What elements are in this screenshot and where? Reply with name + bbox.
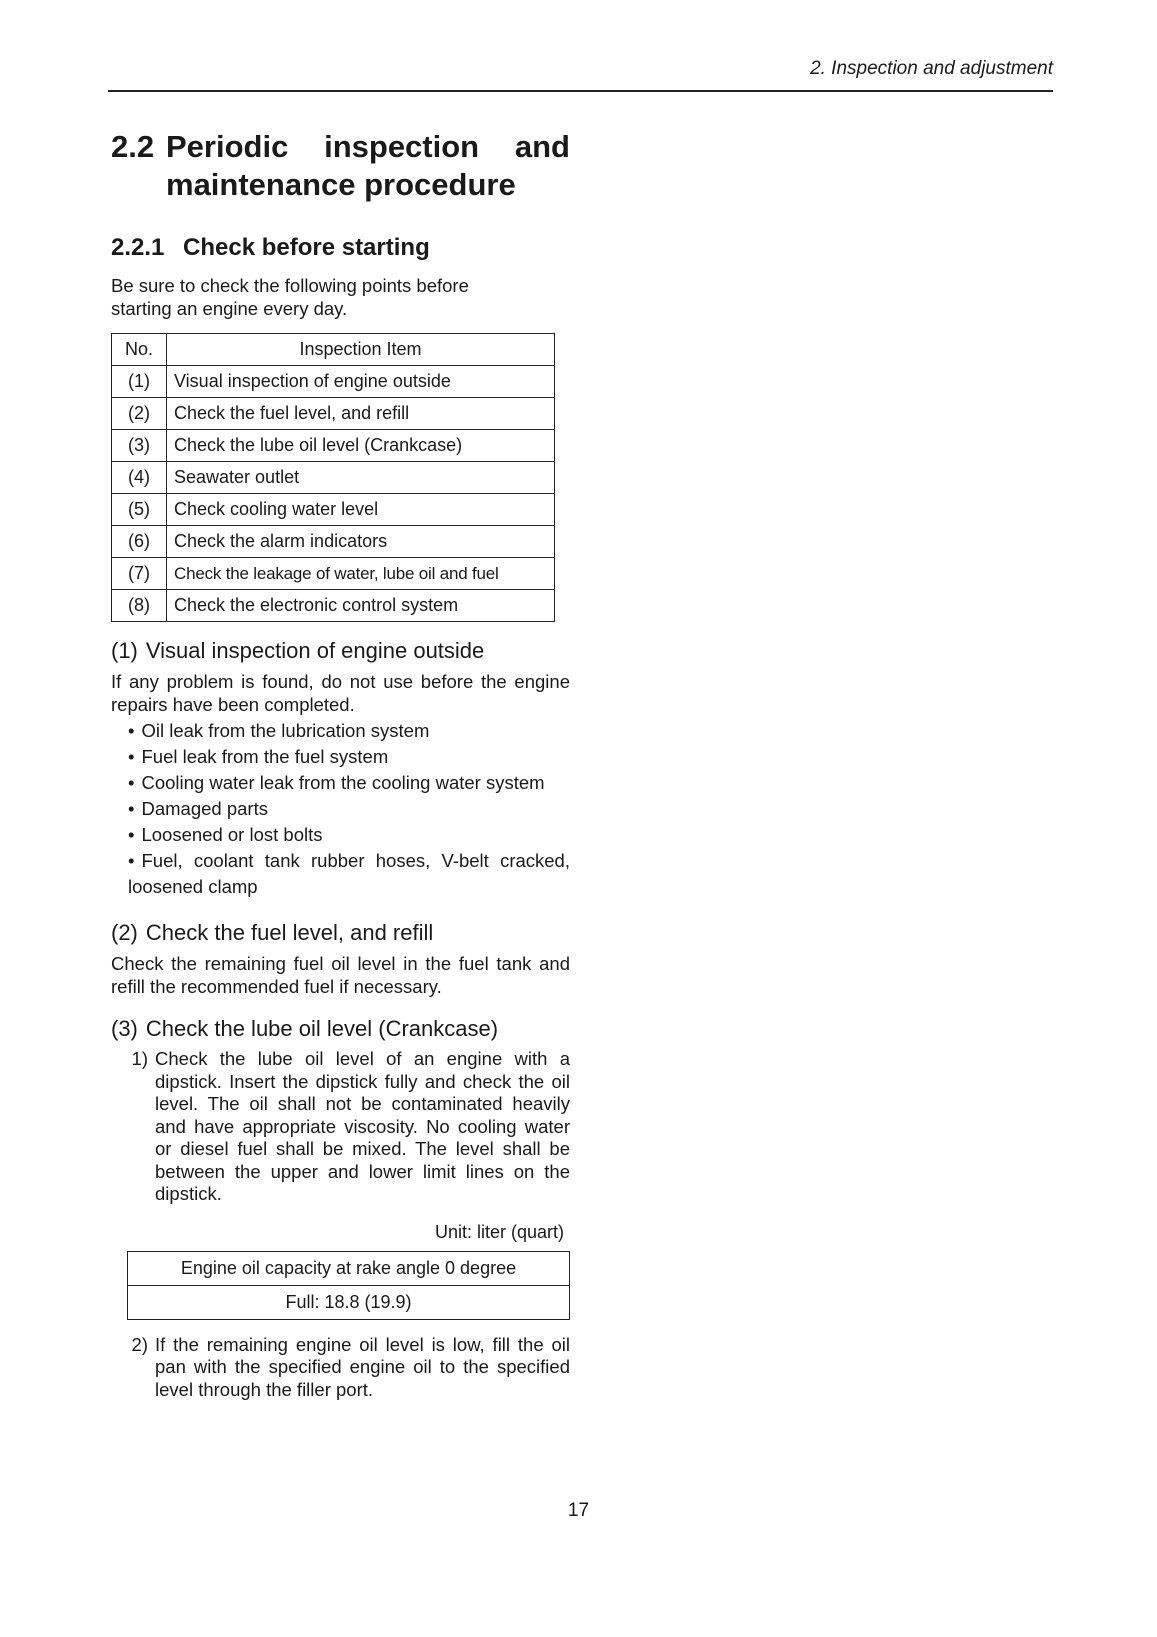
row-no: (6) [112,526,167,558]
subsection-number: 2.2.1 [111,234,165,261]
list-item [128,770,570,796]
list-item-text: Fuel leak from the fuel system [141,746,389,767]
section-title-word: and [514,129,570,164]
list-item [128,718,570,744]
unit-label: Unit: liter (quart) [434,1221,564,1242]
intro-text: Be sure to check the following points before starting an engine every day. [111,275,469,319]
bullet-mark: • [128,850,135,871]
sec1-text: If any problem is found, do not use before the engine repairs have been completed. [111,671,570,715]
subsection-title [111,234,570,262]
oil-capacity-table [127,1251,570,1320]
table-header-row [112,334,555,366]
step-text: Check the lube oil level of an engine with a dipstick. Insert the dipstick fully and check the oil level. The oil shall not be contaminated heavily and have appropriate viscosity. No cooling water or diesel fuel shall be mixed. The level shall be between the upper and lower limit lines on the dipstick. [155,1048,570,1204]
table-row [112,526,555,558]
header-no: No. [112,334,167,366]
sec2-text: Check the remaining fuel oil level in the fuel tank and refill the recommended fuel if necessary. [111,953,570,997]
sec2-number: (2) [111,920,138,945]
sec1-number: (1) [111,638,138,663]
row-no: (3) [112,430,167,462]
sec3-steps-continued [111,1334,570,1402]
list-item [111,1048,570,1206]
table-row [128,1251,570,1285]
row-item: Check the fuel level, and refill [167,398,555,430]
table-row [112,494,555,526]
row-item: Check the alarm indicators [167,526,555,558]
inspection-table [111,333,555,622]
table-row [112,558,555,590]
list-item [128,796,570,822]
capacity-header: Engine oil capacity at rake angle 0 degree [128,1251,570,1285]
row-no: (1) [112,366,167,398]
section-number: 2.2 [111,129,155,164]
list-item-text: Fuel, coolant tank rubber hoses, V-belt cracked, loosened clamp [128,850,570,897]
bullet-mark: • [128,798,135,819]
row-no: (2) [112,398,167,430]
sec1-bullet-list [111,718,570,900]
list-item-text: Oil leak from the lubrication system [141,720,430,741]
sec2-heading [111,920,570,946]
main-column [111,128,570,1401]
row-item: Visual inspection of engine outside [167,366,555,398]
row-item: Seawater outlet [167,462,555,494]
row-no: (5) [112,494,167,526]
row-no: (7) [112,558,167,590]
row-no: (8) [112,590,167,622]
row-no: (4) [112,462,167,494]
sec2-title: Check the fuel level, and refill [145,920,434,945]
sec3-title: Check the lube oil level (Crankcase) [145,1016,499,1041]
header-item: Inspection Item [167,334,555,366]
step-number: 2) [131,1333,148,1355]
sec3-steps [111,1048,570,1206]
section-title [111,128,570,204]
step-text: If the remaining engine oil level is low, fill the oil pan with the specified engine oil to the specified level through the filler port. [155,1333,570,1400]
bullet-mark: • [128,772,135,793]
capacity-value: Full: 18.8 (19.9) [128,1285,570,1319]
page-number: 17 [567,1500,590,1521]
section-title-line1 [166,128,570,166]
table-row [112,398,555,430]
list-item-text: Cooling water leak from the cooling water system [141,772,545,793]
subsection-title-text: Check before starting [183,234,430,261]
sec1-title: Visual inspection of engine outside [145,638,485,663]
section-title-word: Periodic [166,129,289,164]
list-item-text: Loosened or lost bolts [141,824,323,845]
sec3-heading [111,1016,570,1042]
list-item [128,822,570,848]
row-item: Check the electronic control system [167,590,555,622]
table-row [112,366,555,398]
bullet-mark: • [128,746,135,767]
row-item: Check the leakage of water, lube oil and fuel [167,558,555,590]
sec3-number: (3) [111,1016,138,1041]
row-item: Check cooling water level [167,494,555,526]
section-title-line2: maintenance procedure [166,167,516,202]
bullet-mark: • [128,824,135,845]
table-row [112,462,555,494]
list-item [128,848,570,900]
step-number: 1) [131,1048,148,1069]
bullet-mark: • [128,720,135,741]
header-rule [108,90,1053,92]
sec1-heading [111,638,570,664]
table-row [128,1285,570,1319]
table-row [112,430,555,462]
section-title-word: inspection [324,129,480,164]
list-item [111,1334,570,1402]
list-item-text: Damaged parts [141,798,268,819]
running-head: 2. Inspection and adjustment [810,58,1053,79]
row-item: Check the lube oil level (Crankcase) [167,430,555,462]
table-row [112,590,555,622]
list-item [128,744,570,770]
